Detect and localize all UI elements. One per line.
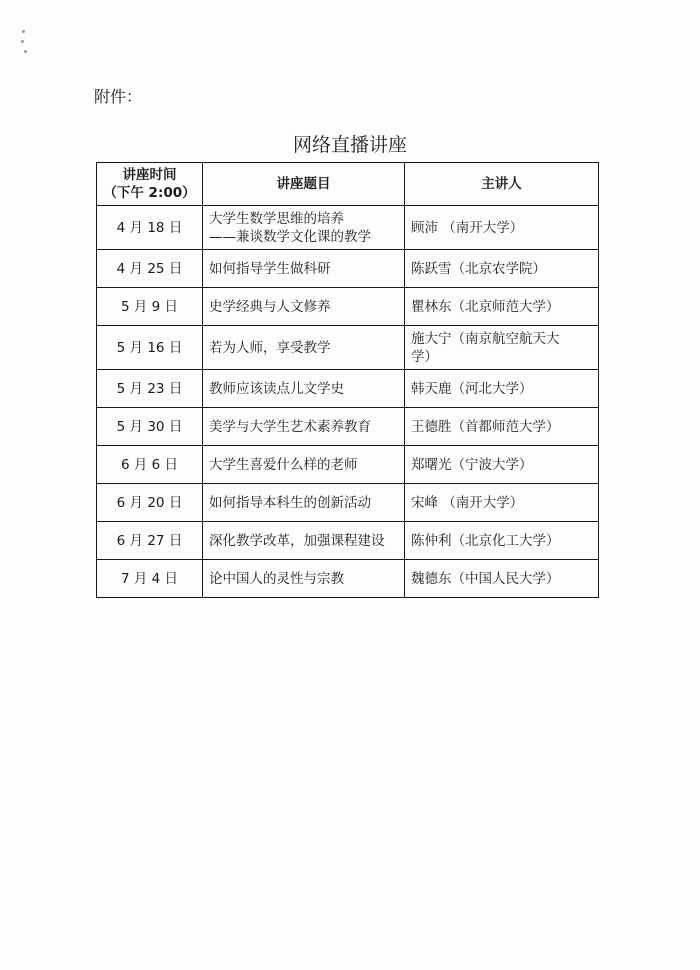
- speaker-line: 施大宁（南京航空航天大: [411, 330, 560, 347]
- header-topic: 讲座题目: [203, 163, 405, 206]
- attachment-label: 附件：: [94, 87, 143, 106]
- cell-date: 7 月 4 日: [97, 560, 203, 598]
- cell-topic: [203, 370, 405, 408]
- cell-speaker: [405, 326, 599, 370]
- topic-line: 深化教学改革，加强课程建设: [209, 532, 385, 549]
- speaker-line: 王德胜（首都师范大学）: [411, 418, 560, 435]
- speaker-line: 学）: [411, 348, 438, 365]
- topic-line: 若为人师，享受教学: [209, 339, 331, 356]
- cell-topic: [203, 484, 405, 522]
- cell-topic: [203, 560, 405, 598]
- table-row: [97, 484, 599, 522]
- cell-date: 4 月 18 日: [97, 206, 203, 250]
- table-body: [97, 206, 599, 598]
- topic-line: 如何指导学生做科研: [209, 260, 331, 277]
- cell-speaker: [405, 408, 599, 446]
- lecture-schedule-table: [96, 162, 599, 598]
- cell-date: 4 月 25 日: [97, 250, 203, 288]
- table-row: [97, 288, 599, 326]
- table-row: [97, 206, 599, 250]
- topic-line: 史学经典与人文修养: [209, 298, 331, 315]
- topic-line: ——兼谈数学文化课的教学: [209, 228, 371, 245]
- header-time-note: （下午 2:00）: [103, 185, 196, 201]
- table-row: [97, 560, 599, 598]
- table-row: [97, 446, 599, 484]
- table-row: [97, 250, 599, 288]
- topic-line: 论中国人的灵性与宗教: [209, 570, 344, 587]
- page-title: 网络直播讲座: [292, 134, 407, 156]
- cell-speaker: [405, 288, 599, 326]
- cell-topic: [203, 206, 405, 250]
- table-row: [97, 522, 599, 560]
- topic-line: 教师应该读点儿文学史: [209, 380, 344, 397]
- cell-date: 6 月 27 日: [97, 522, 203, 560]
- header-time-label: 讲座时间: [122, 167, 177, 183]
- cell-topic: [203, 288, 405, 326]
- cell-date: 5 月 30 日: [97, 408, 203, 446]
- header-time: [97, 163, 203, 206]
- cell-date: 6 月 20 日: [97, 484, 203, 522]
- cell-topic: [203, 250, 405, 288]
- speaker-line: 陈跃雪（北京农学院）: [411, 260, 546, 277]
- topic-line: 美学与大学生艺术素养教育: [209, 418, 371, 435]
- cell-date: 5 月 23 日: [97, 370, 203, 408]
- cell-topic: [203, 446, 405, 484]
- scan-speck: [24, 50, 27, 53]
- cell-date: 5 月 16 日: [97, 326, 203, 370]
- cell-topic: [203, 326, 405, 370]
- table-row: [97, 326, 599, 370]
- speaker-line: 陈仲利（北京化工大学）: [411, 532, 560, 549]
- cell-speaker: [405, 206, 599, 250]
- speaker-line: 顾沛 （南开大学）: [411, 219, 524, 236]
- cell-speaker: [405, 484, 599, 522]
- header-speaker: 主讲人: [405, 163, 599, 206]
- scan-speck: [21, 40, 24, 43]
- cell-speaker: [405, 560, 599, 598]
- table-row: [97, 370, 599, 408]
- cell-date: 5 月 9 日: [97, 288, 203, 326]
- speaker-line: 宋峰 （南开大学）: [411, 494, 524, 511]
- speaker-line: 瞿林东（北京师范大学）: [411, 298, 560, 315]
- table-row: [97, 408, 599, 446]
- cell-speaker: [405, 370, 599, 408]
- cell-topic: [203, 522, 405, 560]
- cell-speaker: [405, 250, 599, 288]
- cell-topic: [203, 408, 405, 446]
- speaker-line: 魏德东（中国人民大学）: [411, 570, 560, 587]
- table-header-row: [97, 163, 599, 206]
- topic-line: 如何指导本科生的创新活动: [209, 494, 371, 511]
- cell-speaker: [405, 446, 599, 484]
- topic-line: 大学生喜爱什么样的老师: [209, 456, 358, 473]
- speaker-line: 郑曙光（宁波大学）: [411, 456, 533, 473]
- topic-line: 大学生数学思维的培养: [209, 210, 344, 227]
- cell-speaker: [405, 522, 599, 560]
- cell-date: 6 月 6 日: [97, 446, 203, 484]
- speaker-line: 韩天鹿（河北大学）: [411, 380, 533, 397]
- scan-speck: [22, 30, 25, 33]
